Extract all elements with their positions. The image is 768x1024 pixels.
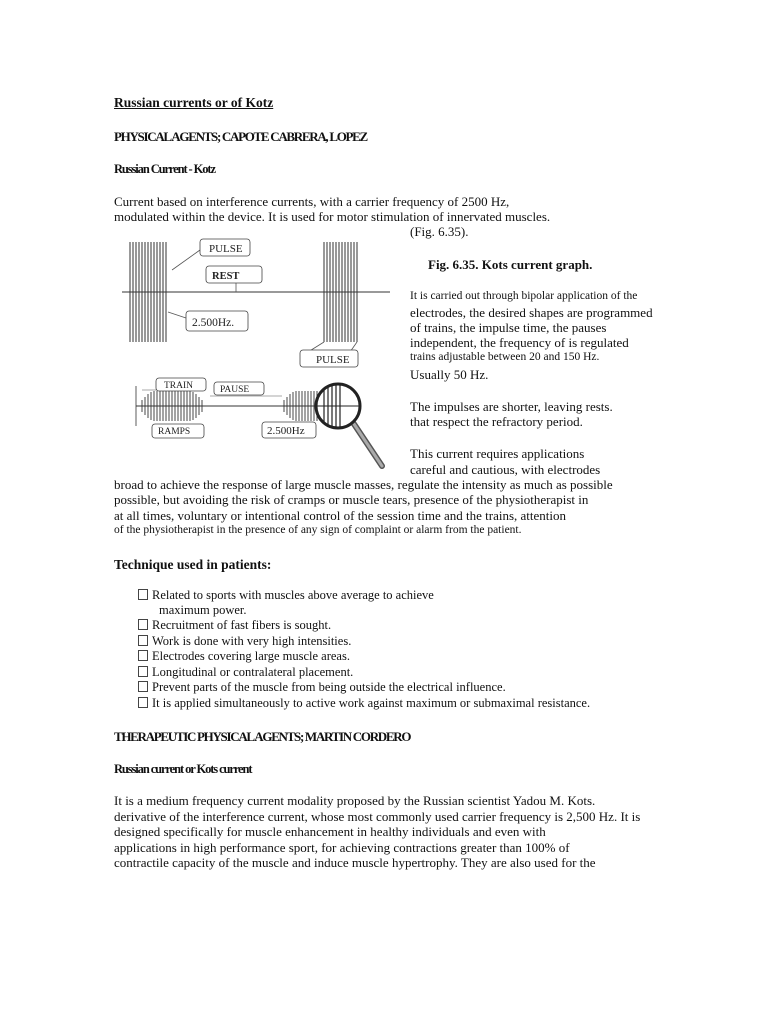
right-col-line: of trains, the impulse time, the pauses [410, 320, 607, 335]
intro-line-1: Current based on interference currents, with a carrier frequency of 2500 Hz, [114, 194, 510, 209]
figure-reference: (Fig. 6.35). [410, 224, 469, 239]
section2-subheading: Russian current or Kots current [114, 762, 252, 776]
section2-line: designed specifically for muscle enhancement in healthy individuals and even with [114, 824, 546, 839]
magnifying-glass-icon [316, 384, 382, 466]
label-rest: REST [212, 271, 240, 282]
checkbox-square-icon [138, 619, 148, 630]
checkbox-square-icon [138, 697, 148, 708]
kots-current-figure [118, 234, 398, 474]
bullet-item: Related to sports with muscles above average to achieve [138, 588, 434, 603]
checkbox-square-icon [138, 650, 148, 661]
right-col-line: trains adjustable between 20 and 150 Hz. [410, 351, 600, 363]
right-col-line: independent, the frequency of is regulated [410, 335, 629, 350]
intro-line-2: modulated within the device. It is used for motor stimulation of innervated muscles. [114, 209, 551, 224]
checkbox-square-icon [138, 681, 148, 692]
full-width-line: of the physiotherapist in the presence of any sign of complaint or alarm from the patient. [114, 524, 522, 536]
bullet-item: Prevent parts of the muscle from being outside the electrical influence. [138, 680, 506, 695]
right-col-line: Usually 50 Hz. [410, 367, 489, 382]
right-col3-line: This current requires applications [410, 446, 585, 461]
section2-line: contractile capacity of the muscle and induce muscle hypertrophy. They are also used for the [114, 855, 596, 870]
full-width-line: at all times, voluntary or intentional control of the session time and the trains, attention [114, 508, 567, 523]
bullet-item: Work is done with very high intensities. [138, 634, 351, 649]
section2-line: derivative of the interference current, whose most commonly used carrier frequency is 2,500 Hz. It is [114, 809, 641, 824]
right-col3-line: careful and cautious, with electrodes [410, 462, 601, 477]
section1-heading: PHYSICAL AGENTS; CAPOTE CABRERA, LOPEZ [114, 129, 367, 144]
right-col-line: It is carried out through bipolar application of the [410, 290, 638, 302]
bullet-item: Recruitment of fast fibers is sought. [138, 618, 331, 633]
document-title: Russian currents or of Kotz [114, 95, 274, 110]
label-freq-top: 2.500Hz. [192, 317, 235, 329]
label-pulse-top: PULSE [209, 243, 243, 255]
bullet-item: It is applied simultaneously to active work against maximum or submaximal resistance. [138, 696, 590, 711]
right-col2-line: that respect the refractory period. [410, 414, 583, 429]
label-freq-bottom: 2.500Hz [267, 425, 305, 437]
section2-line: applications in high performance sport, for achieving contractions greater than 100% of [114, 840, 570, 855]
label-ramps: RAMPS [158, 427, 191, 437]
label-train: TRAIN [164, 381, 194, 391]
full-width-line: broad to achieve the response of large muscle masses, regulate the intensity as much as possible [114, 477, 613, 492]
checkbox-square-icon [138, 635, 148, 646]
bullet-item: Longitudinal or contralateral placement. [138, 665, 353, 680]
full-width-line: possible, but avoiding the risk of cramps or muscle tears, presence of the physiotherapist in [114, 492, 589, 507]
figure-caption: Fig. 6.35. Kots current graph. [428, 257, 593, 272]
right-col2-line: The impulses are shorter, leaving rests. [410, 399, 613, 414]
label-pulse-right: PULSE [316, 354, 350, 366]
label-pause: PAUSE [220, 385, 250, 395]
checkbox-square-icon [138, 589, 148, 600]
section2-heading: THERAPEUTIC PHYSICAL AGENTS; MARTIN CORDERO [114, 729, 411, 744]
train-left [142, 391, 202, 421]
checkbox-square-icon [138, 666, 148, 677]
section2-line: It is a medium frequency current modality proposed by the Russian scientist Yadou M. Kots. [114, 793, 596, 808]
bullet-item: Electrodes covering large muscle areas. [138, 649, 350, 664]
technique-heading: Technique used in patients: [114, 557, 272, 572]
section1-subheading: Russian Current - Kotz [114, 162, 215, 176]
right-col-line: electrodes, the desired shapes are programmed [410, 305, 653, 320]
bullet-item-continuation: maximum power. [159, 603, 247, 617]
